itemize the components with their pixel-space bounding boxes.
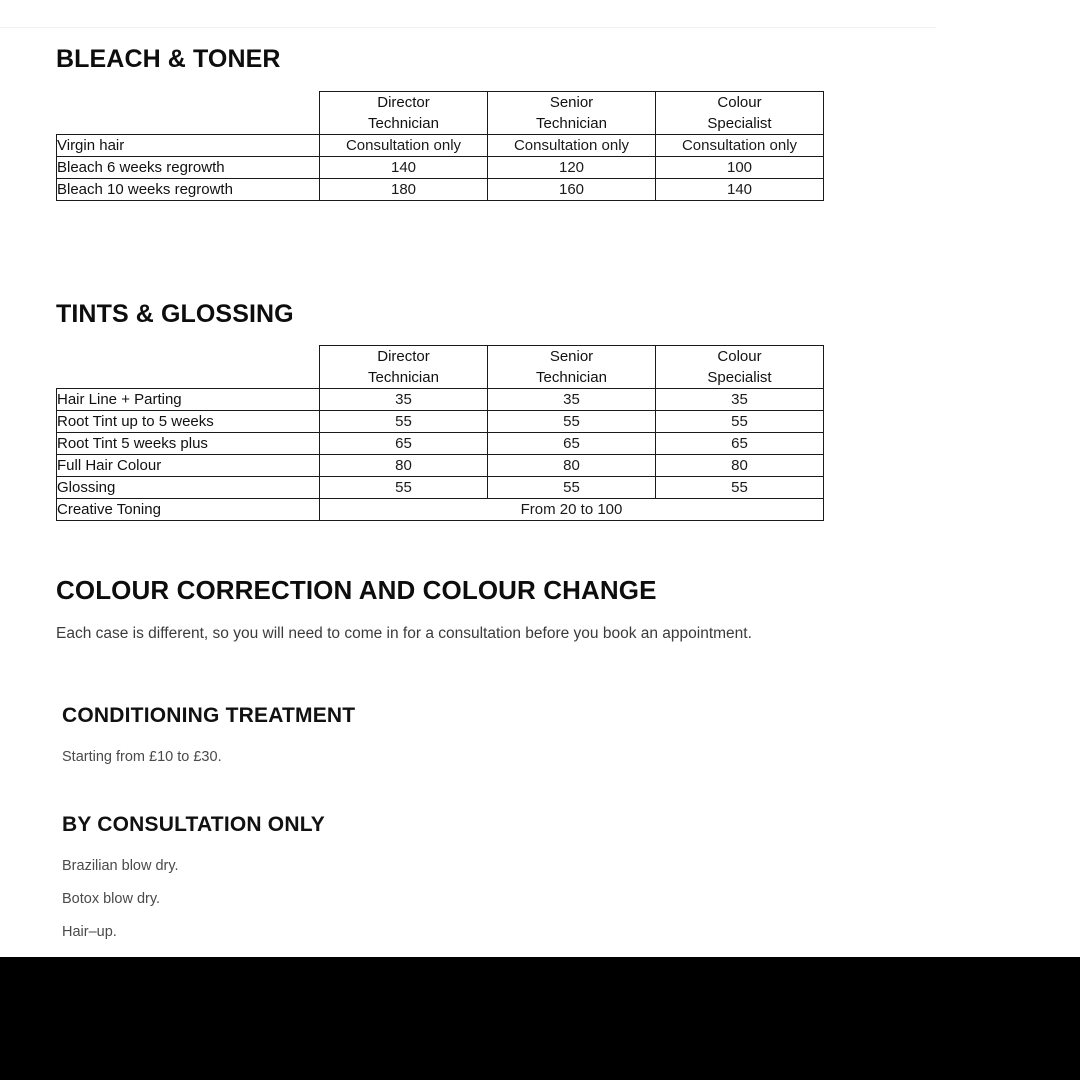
table-header-row [57,92,824,135]
corner-cell [57,346,320,389]
row-value: 160 [488,179,656,201]
row-label: Root Tint up to 5 weeks [57,411,320,433]
table-row [57,477,824,499]
row-label: Glossing [57,477,320,499]
row-value: 120 [488,157,656,179]
column-header-line1: Colour [717,94,762,111]
colour-correction-body-text: Each case is different, so you will need to come in for a consultation before you book an appointment. [56,625,752,642]
table-row [57,179,824,201]
row-value: 55 [320,411,488,433]
table-header-row [57,346,824,389]
bottom-black-band [0,957,1080,1080]
row-value-merged: From 20 to 100 [320,499,824,521]
row-value: 55 [320,477,488,499]
row-label: Hair Line + Parting [57,389,320,411]
column-header-senior-technician [488,346,656,389]
consultation-item-hair-up: Hair–up. [62,924,117,940]
consultation-item-botox-blow-dry: Botox blow dry. [62,891,161,907]
consultation-item-brazilian-blow-dry: Brazilian blow dry. [62,858,179,874]
section-heading-by-consultation-only: BY CONSULTATION ONLY [62,813,326,836]
row-value: 35 [320,389,488,411]
row-value: 65 [656,433,824,455]
row-value: 180 [320,179,488,201]
column-header-line2: Specialist [707,115,772,132]
row-label: Creative Toning [57,499,320,521]
row-value: 35 [488,389,656,411]
column-header-line2: Technician [368,115,439,132]
table-row [57,135,824,157]
row-label: Virgin hair [57,135,320,157]
column-header-line1: Senior [549,348,594,365]
column-header-line1: Director [377,348,430,365]
row-value: 35 [656,389,824,411]
row-value: Consultation only [656,135,824,157]
row-value: 65 [320,433,488,455]
row-label: Bleach 6 weeks regrowth [57,157,320,179]
row-value: 65 [488,433,656,455]
row-label: Bleach 10 weeks regrowth [57,179,320,201]
column-header-line2: Specialist [707,369,772,386]
column-header-colour-specialist [656,92,824,135]
row-value: 80 [656,455,824,477]
corner-cell [57,92,320,135]
row-value: 55 [488,411,656,433]
conditioning-treatment-body-text: Starting from £10 to £30. [62,749,222,765]
table-row [57,411,824,433]
column-header-line2: Technician [536,115,607,132]
column-header-senior-technician [488,92,656,135]
column-header-colour-specialist [656,346,824,389]
row-value: Consultation only [488,135,656,157]
column-header-line1: Colour [717,348,762,365]
section-heading-tints-and-glossing: TINTS & GLOSSING [56,300,294,328]
row-value: Consultation only [320,135,488,157]
column-header-director-technician [320,346,488,389]
table-row [57,455,824,477]
bleach-and-toner-table [56,91,824,201]
section-heading-colour-correction: COLOUR CORRECTION AND COLOUR CHANGE [56,575,657,605]
row-label: Full Hair Colour [57,455,320,477]
row-value: 80 [488,455,656,477]
column-header-line1: Senior [549,94,594,111]
column-header-line1: Director [377,94,430,111]
column-header-director-technician [320,92,488,135]
table-row [57,389,824,411]
table-row [57,433,824,455]
row-value: 80 [320,455,488,477]
section-heading-bleach-and-toner: BLEACH & TONER [56,45,281,73]
tints-and-glossing-table [56,345,824,521]
table-row [57,157,824,179]
row-label: Root Tint 5 weeks plus [57,433,320,455]
row-value: 140 [656,179,824,201]
section-heading-conditioning-treatment: CONDITIONING TREATMENT [62,704,356,727]
row-value: 55 [656,477,824,499]
column-header-line2: Technician [368,369,439,386]
row-value: 55 [656,411,824,433]
top-divider [0,27,936,28]
row-value: 140 [320,157,488,179]
table-row-merged [57,499,824,521]
row-value: 55 [488,477,656,499]
row-value: 100 [656,157,824,179]
column-header-line2: Technician [536,369,607,386]
